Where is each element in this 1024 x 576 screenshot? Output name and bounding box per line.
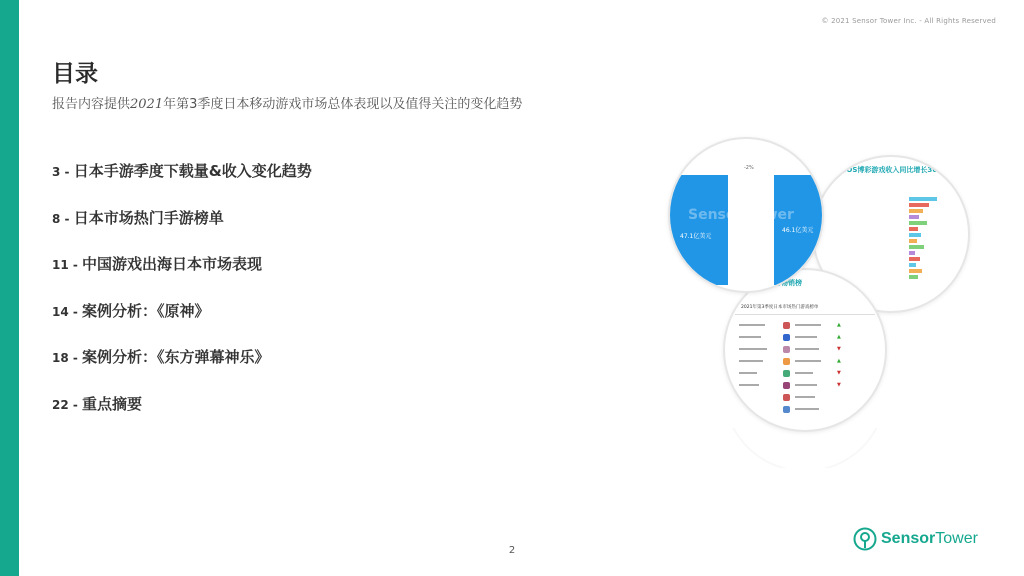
- subtitle-before: 报告内容提供: [52, 97, 131, 112]
- thumbnail-text-line: [739, 384, 759, 386]
- thumbnail-text-line: [739, 360, 763, 362]
- toc-page-number: 18 -: [52, 351, 83, 365]
- thumbnail-bar: [909, 251, 915, 255]
- page-number: 2: [508, 545, 516, 556]
- trend-down-icon: ▼: [837, 346, 841, 352]
- subtitle-year: 2021: [130, 97, 164, 112]
- thumbnail-text-line: [739, 336, 761, 338]
- trend-up-icon: ▲: [837, 322, 841, 328]
- toc-item[interactable]: [52, 253, 312, 300]
- app-icon: [783, 394, 790, 401]
- thumbnail-bar: [909, 269, 922, 273]
- thumbnail-bar-right-value: 46.1亿美元: [782, 227, 814, 234]
- thumbnail-bar: [909, 245, 924, 249]
- toc-item[interactable]: [52, 207, 312, 254]
- sensor-tower-logo: [853, 527, 978, 551]
- app-icon: [783, 370, 790, 377]
- sensor-tower-logo-text: [881, 530, 978, 548]
- thumbnail-divider: [735, 314, 875, 315]
- thumbnail-text-line: [795, 324, 821, 326]
- toc-label: 案例分析：《原神》: [82, 301, 210, 320]
- toc-item[interactable]: [52, 300, 312, 347]
- thumbnail-text-line: [739, 348, 767, 350]
- app-icon: [783, 358, 790, 365]
- toc-page-number: 22 -: [52, 397, 83, 412]
- toc-item[interactable]: [52, 393, 312, 440]
- thumbnail-text-line: [795, 360, 821, 362]
- thumbnail-bar-left-value: 47.1亿美元: [680, 233, 712, 240]
- logo-text-part1: Sensor: [881, 530, 936, 547]
- thumbnail-quarterly-revenue: [668, 137, 824, 293]
- toc-item[interactable]: [52, 160, 312, 207]
- subtitle-after: 年第3季度日本移动游戏市场总体表现以及值得关注的变化趋势: [163, 97, 523, 112]
- trend-up-icon: ▲: [837, 334, 841, 340]
- thumbnail-bar: [909, 215, 919, 219]
- thumbnail-change-label: -2%: [744, 165, 754, 171]
- thumbnail-ranking-subtitle: 2021年第3季度日本市场热门游戏榜单: [741, 305, 819, 310]
- app-icon: [783, 346, 790, 353]
- trend-up-icon: ▲: [837, 358, 841, 364]
- toc-label: 案例分析：《东方弹幕神乐》: [82, 348, 270, 366]
- thumbnail-text-line: [795, 408, 819, 410]
- app-icon: [783, 334, 790, 341]
- thumbnail-bar: [909, 239, 917, 243]
- app-icon: [783, 322, 790, 329]
- thumbnail-text-line: [739, 324, 765, 326]
- app-icon: [783, 406, 790, 413]
- thumbnail-text-line: [795, 348, 819, 350]
- thumbnail-revenue-growth-title: iOS博彩游戏收入同比增长36%: [844, 166, 945, 174]
- thumbnail-reflection: [723, 428, 883, 468]
- thumbnail-bar: [909, 227, 918, 231]
- toc-label: 中国游戏出海日本市场表现: [82, 255, 263, 273]
- thumbnail-text-line: [795, 372, 813, 374]
- copyright-notice: © 2021 Sensor Tower Inc. - All Rights Reserved: [821, 17, 996, 25]
- thumbnail-bar: [909, 203, 929, 207]
- toc-page-number: 14 -: [52, 304, 83, 319]
- thumbnail-text-line: [795, 396, 815, 398]
- page-title: 目录: [52, 61, 98, 87]
- thumbnail-text-line: [795, 336, 817, 338]
- thumbnail-text-line: [739, 372, 757, 374]
- thumbnail-bar: [909, 257, 920, 261]
- toc-item[interactable]: [52, 346, 312, 393]
- toc-page-number: 3 -: [52, 165, 74, 179]
- logo-text-part2: Tower: [935, 530, 978, 547]
- trend-down-icon: ▼: [837, 382, 841, 388]
- thumbnail-bar: [909, 221, 927, 225]
- toc-page-number: 8 -: [52, 211, 74, 226]
- thumbnail-bar: [909, 233, 921, 237]
- thumbnail-bar: [909, 275, 918, 279]
- brand-side-bar: [0, 0, 19, 576]
- toc-label: 日本市场热门手游榜单: [73, 208, 224, 227]
- thumbnail-watermark: Sensor Tower: [688, 207, 794, 223]
- thumbnail-bar-left: [670, 175, 728, 285]
- toc-page-number: 11 -: [52, 258, 83, 272]
- app-icon: [783, 382, 790, 389]
- thumbnail-bar: [909, 209, 923, 213]
- table-of-contents: [52, 160, 312, 439]
- toc-label: 重点摘要: [82, 394, 143, 413]
- toc-label: 日本手游季度下载量&收入变化趋势: [73, 162, 312, 180]
- thumbnail-bar: [909, 263, 916, 267]
- page-subtitle: [52, 93, 522, 112]
- thumbnail-bar: [909, 197, 937, 201]
- thumbnail-text-line: [795, 384, 817, 386]
- sensor-tower-logo-icon: [853, 527, 877, 551]
- trend-down-icon: ▼: [837, 370, 841, 376]
